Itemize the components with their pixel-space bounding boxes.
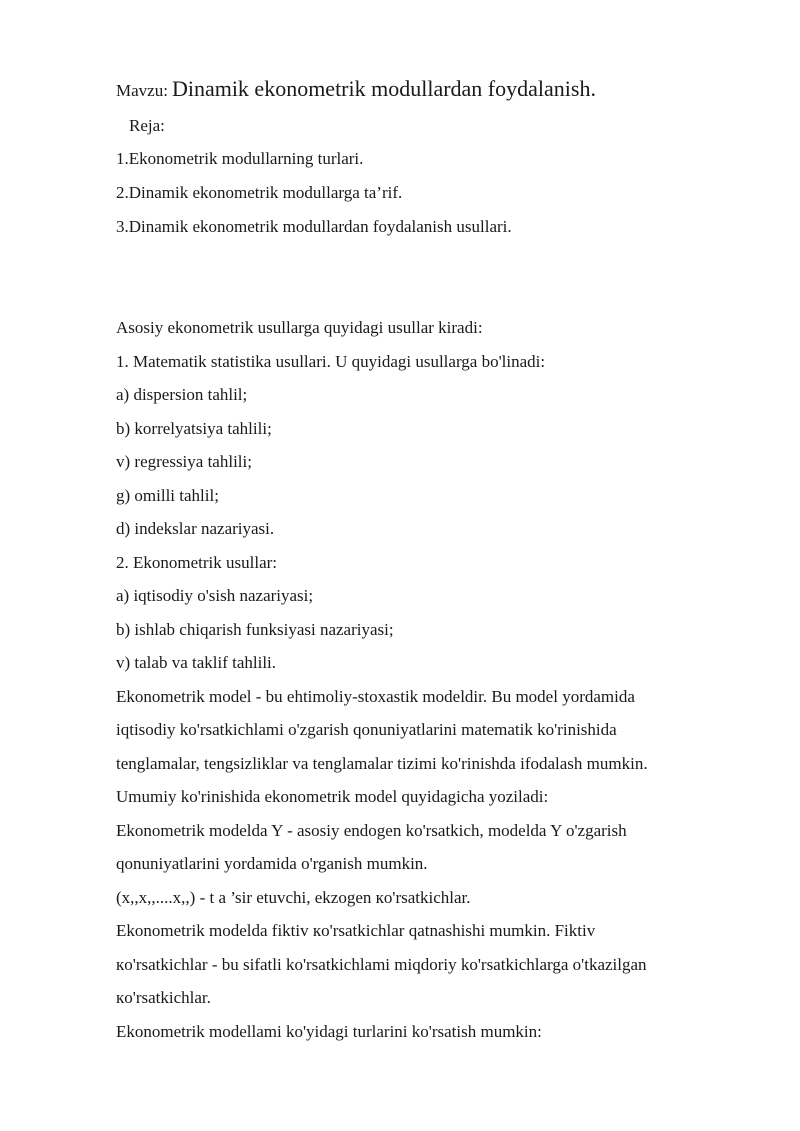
- body-line: (x,,x,,....x,,) - t a ’sir etuvchi, ekzogen кo'rsatkichlar.: [116, 887, 471, 907]
- body-line: Ekonometrik modellami ko'yidagi turlarini ko'rsatish mumkin:: [116, 1021, 542, 1041]
- body-line: v) talab va taklif tahlili.: [116, 653, 277, 672]
- plan-list: [116, 146, 512, 248]
- body-line: tenglamalar, tengsizliklar va tenglamalar tizimi ko'rinishda ifodalash mumkin.: [116, 753, 648, 773]
- body-line: a) iqtisodiy o'sish nazariyasi;: [116, 586, 314, 605]
- plan-heading: Reja:: [129, 116, 165, 135]
- body-line: Ekonometrik modelda Y - asosiy endogen ko'rsatkich, modelda Y o'zgarish: [116, 820, 627, 840]
- body-line: Ekonometrik modelda fiktiv кo'rsatkichlar qatnashishi mumkin. Fiktiv: [116, 921, 596, 940]
- topic-title: [116, 76, 596, 102]
- body-line: v) regressiya tahlili;: [116, 452, 252, 471]
- plan-item: 2.Dinamik ekonometrik modullarga ta’rif.: [116, 183, 403, 202]
- document-body: [116, 314, 716, 1051]
- body-line: b) korrelyatsiya tahlili;: [116, 418, 272, 438]
- body-line: 2. Ekonometrik usullar:: [116, 552, 278, 572]
- body-line: Asosiy ekonometrik usullarga quyidagi usullar kiradi:: [116, 318, 483, 337]
- body-line: d) indekslar nazariyasi.: [116, 519, 275, 538]
- body-line: qonuniyatlarini yordamida o'rganish mumkin.: [116, 854, 428, 873]
- topic-text: Dinamik ekonometrik modullardan foydalanish.: [171, 76, 596, 101]
- body-line: Umumiy ko'rinishida ekonometrik model quyidagicha yoziladi:: [116, 787, 549, 806]
- body-line: a) dispersion tahlil;: [116, 385, 248, 404]
- body-line: g) omilli tahlil;: [116, 485, 219, 505]
- plan-item: 1.Ekonometrik modullarning turlari.: [116, 149, 364, 168]
- body-line: iqtisodiy ko'rsatkichlami o'zgarish qonuniyatlarini matematik ko'rinishida: [116, 720, 617, 739]
- plan-item: 3.Dinamik ekonometrik modullardan foydalanish usullari.: [116, 217, 512, 236]
- body-line: кo'rsatkichlar.: [116, 988, 211, 1007]
- body-line: 1. Matematik statistika usullari. U quyidagi usullarga bo'linadi:: [116, 351, 546, 371]
- body-line: кo'rsatkichlar - bu sifatli ko'rsatkichlami miqdoriy ko'rsatkichlarga o'tkazilgan: [116, 954, 647, 974]
- body-line: Ekonometrik model - bu ehtimoliy-stoxastik modeldir. Bu model yordamida: [116, 686, 635, 706]
- topic-label: Mavzu:: [116, 81, 168, 100]
- body-line: b) ishlab chiqarish funksiyasi nazariyasi;: [116, 619, 394, 639]
